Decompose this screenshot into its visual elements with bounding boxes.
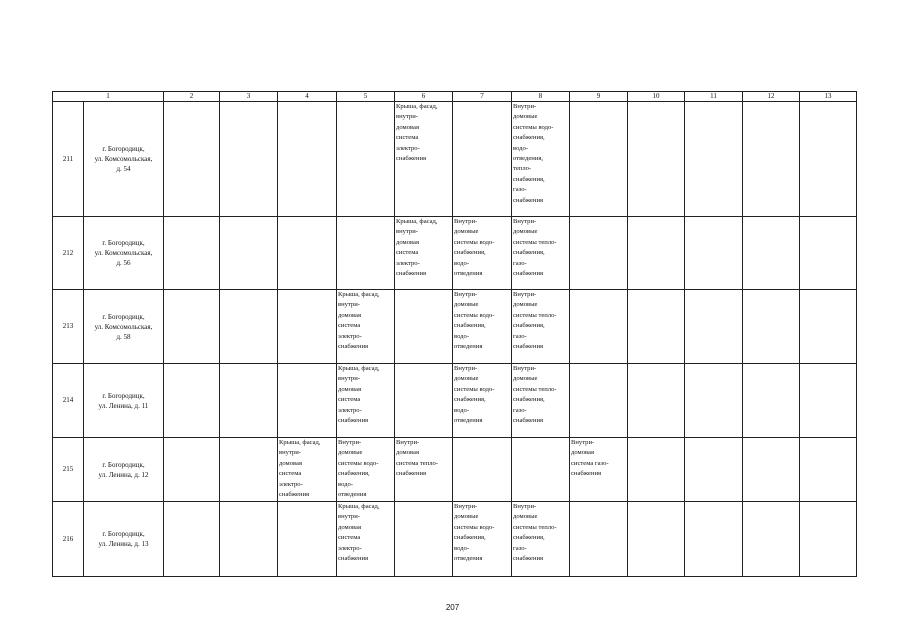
work-description: Внутри- домовые системы водо- снабжения, водо- отведения	[454, 218, 495, 278]
work-cell	[395, 102, 453, 217]
work-cell	[278, 438, 337, 502]
work-cell	[628, 102, 685, 217]
column-header: 4	[278, 92, 337, 102]
work-cell	[685, 102, 743, 217]
work-cell	[278, 290, 337, 364]
column-header: 6	[395, 92, 453, 102]
work-description: Внутри- домовые системы тепло- снабжения, газо- снабжения	[513, 503, 557, 563]
work-cell	[800, 290, 857, 364]
work-cell	[220, 438, 278, 502]
work-description: Крыша, фасад, внутри- домовая система электро- снабжения	[338, 365, 380, 425]
address-cell	[84, 102, 164, 217]
address-cell	[84, 364, 164, 438]
table-row	[53, 217, 857, 290]
work-cell	[453, 502, 512, 577]
row-number: 211	[53, 102, 84, 217]
row-number: 215	[53, 438, 84, 502]
table-row	[53, 364, 857, 438]
address-cell	[84, 290, 164, 364]
work-cell	[512, 364, 570, 438]
address-text: г. Богородицк, ул. Комсомольская, д. 54	[94, 145, 153, 173]
address-text: г. Богородицк, ул. Ленина, д. 11	[98, 391, 149, 410]
work-description: Крыша, фасад, внутри- домовая система электро- снабжения	[396, 218, 438, 278]
work-cell	[164, 102, 220, 217]
work-cell	[220, 364, 278, 438]
work-cell	[685, 502, 743, 577]
work-cell	[685, 290, 743, 364]
work-description: Крыша, фасад, внутри- домовая система электро- снабжения	[338, 291, 380, 351]
work-cell	[685, 217, 743, 290]
work-cell	[164, 290, 220, 364]
work-cell	[743, 217, 800, 290]
work-description: Крыша, фасад, внутри- домовая система электро- снабжения	[396, 103, 438, 163]
address-text: г. Богородицк, ул. Ленина, д. 13	[98, 530, 149, 548]
work-cell	[628, 217, 685, 290]
work-cell	[164, 438, 220, 502]
work-cell	[337, 364, 395, 438]
column-header: 7	[453, 92, 512, 102]
work-cell	[743, 364, 800, 438]
capital-repair-schedule-table	[52, 91, 857, 577]
work-cell	[337, 438, 395, 502]
work-cell	[164, 364, 220, 438]
row-number: 212	[53, 217, 84, 290]
work-cell	[570, 502, 628, 577]
work-cell	[800, 102, 857, 217]
address-cell	[84, 502, 164, 577]
work-cell	[685, 364, 743, 438]
work-cell	[395, 364, 453, 438]
work-cell	[512, 438, 570, 502]
work-cell	[743, 102, 800, 217]
work-cell	[395, 290, 453, 364]
row-number: 216	[53, 502, 84, 577]
table-row	[53, 502, 857, 577]
address-cell	[84, 438, 164, 502]
column-header: 5	[337, 92, 395, 102]
work-description: Внутри- домовые системы тепло- снабжения, газо- снабжения	[513, 291, 557, 351]
table-body	[53, 92, 857, 577]
work-cell	[743, 502, 800, 577]
table-row	[53, 102, 857, 217]
work-description: Внутри- домовая система газо- снабжения	[571, 439, 609, 478]
row-number: 214	[53, 364, 84, 438]
work-cell	[337, 217, 395, 290]
work-cell	[395, 217, 453, 290]
work-description: Внутри- домовые системы водо- снабжения, водо- отведения	[454, 365, 495, 425]
work-cell	[512, 290, 570, 364]
work-cell	[220, 217, 278, 290]
address-text: г. Богородицк, ул. Ленина, д. 12	[98, 460, 149, 479]
work-cell	[628, 290, 685, 364]
work-cell	[570, 290, 628, 364]
work-cell	[512, 502, 570, 577]
address-text: г. Богородицк, ул. Комсомольская, д. 56	[94, 239, 153, 267]
work-description: Внутри- домовые системы тепло- снабжения, газо- снабжения	[513, 218, 557, 278]
work-description: Внутри- домовые системы водо- снабжения, водо- отведения, тепло- снабжения, газо- снабжения	[513, 103, 554, 204]
page-number: 207	[445, 603, 460, 612]
work-cell	[337, 290, 395, 364]
address-cell	[84, 217, 164, 290]
work-cell	[570, 217, 628, 290]
work-cell	[220, 502, 278, 577]
column-header: 3	[220, 92, 278, 102]
work-cell	[395, 438, 453, 502]
work-cell	[800, 502, 857, 577]
work-cell	[570, 364, 628, 438]
column-header: 1	[53, 92, 164, 102]
work-cell	[628, 364, 685, 438]
work-cell	[628, 502, 685, 577]
address-text: г. Богородицк, ул. Комсомольская, д. 58	[94, 312, 153, 341]
column-header: 2	[164, 92, 220, 102]
work-cell	[278, 502, 337, 577]
work-cell	[685, 438, 743, 502]
table-row	[53, 290, 857, 364]
column-header: 11	[685, 92, 743, 102]
work-cell	[337, 102, 395, 217]
work-cell	[164, 217, 220, 290]
column-header: 8	[512, 92, 570, 102]
work-cell	[453, 102, 512, 217]
work-cell	[800, 217, 857, 290]
work-cell	[800, 364, 857, 438]
work-description: Внутри- домовые системы тепло- снабжения, газо- снабжения	[513, 365, 557, 425]
work-cell	[278, 217, 337, 290]
table-row	[53, 438, 857, 502]
column-header: 13	[800, 92, 857, 102]
work-cell	[512, 102, 570, 217]
work-cell	[164, 502, 220, 577]
work-cell	[800, 438, 857, 502]
column-header: 12	[743, 92, 800, 102]
work-cell	[512, 217, 570, 290]
column-header: 9	[570, 92, 628, 102]
work-cell	[220, 102, 278, 217]
work-cell	[278, 102, 337, 217]
column-header: 10	[628, 92, 685, 102]
work-description: Внутри- домовые системы водо- снабжения, водо- отведения	[454, 503, 495, 563]
work-description: Крыша, фасад, внутри- домовая система электро- снабжения	[338, 503, 380, 563]
work-cell	[570, 438, 628, 502]
work-cell	[453, 217, 512, 290]
work-cell	[453, 290, 512, 364]
work-cell	[453, 364, 512, 438]
row-number: 213	[53, 290, 84, 364]
work-cell	[743, 438, 800, 502]
work-cell	[743, 290, 800, 364]
work-cell	[220, 290, 278, 364]
work-cell	[395, 502, 453, 577]
work-description: Внутри- домовая система тепло- снабжения	[396, 439, 439, 478]
work-cell	[628, 438, 685, 502]
work-description: Внутри- домовые системы водо- снабжения, водо- отведения	[338, 439, 379, 499]
column-number-header-row	[53, 92, 857, 102]
work-description: Крыша, фасад, внутри- домовая система электро- снабжения	[279, 439, 321, 499]
work-cell	[453, 438, 512, 502]
work-cell	[570, 102, 628, 217]
work-cell	[278, 364, 337, 438]
work-cell	[337, 502, 395, 577]
work-description: Внутри- домовые системы водо- снабжения, водо- отведения	[454, 291, 495, 351]
